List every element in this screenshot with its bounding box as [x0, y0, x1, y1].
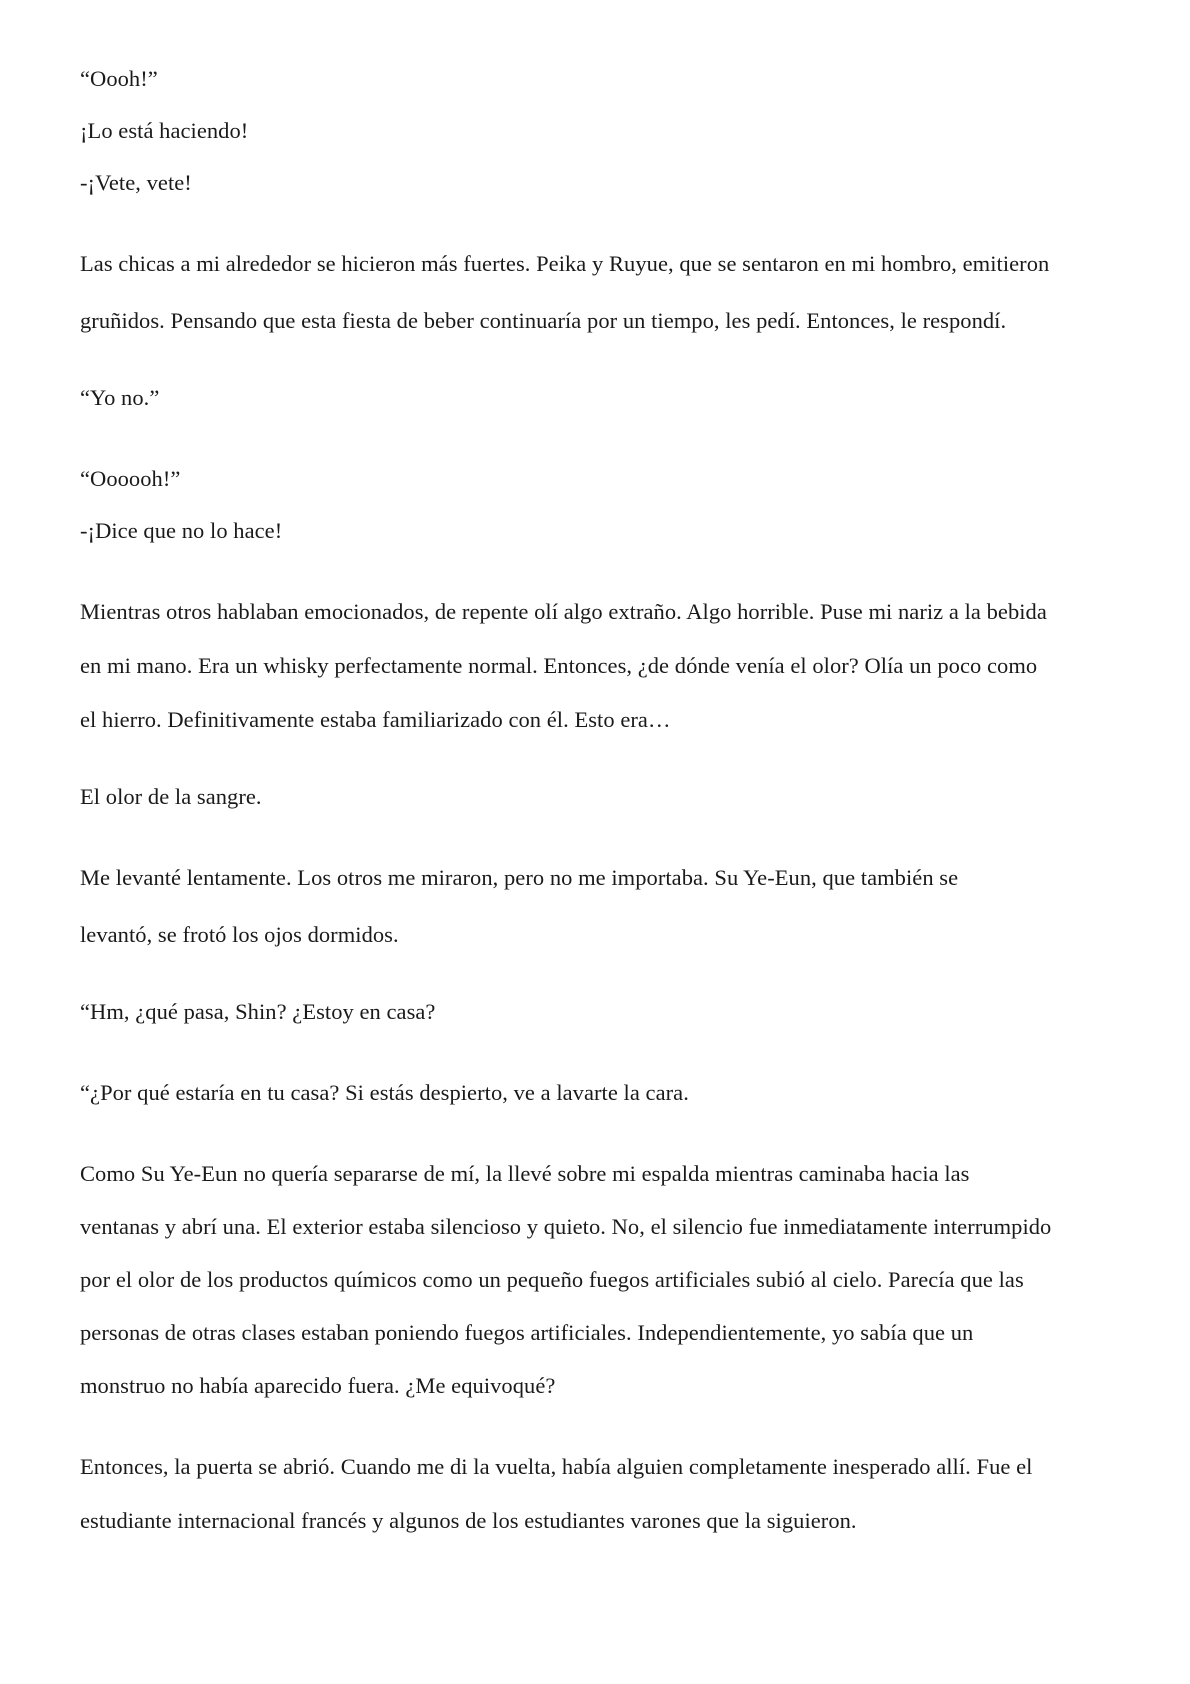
paragraph-line: “Oooh!”: [80, 66, 158, 91]
paragraph-line: -¡Vete, vete!: [80, 170, 192, 195]
paragraph-line: personas de otras clases estaban poniendo fuegos artificiales. Independientemente, yo sabía que un: [80, 1320, 974, 1345]
paragraph-line: ventanas y abrí una. El exterior estaba silencioso y quieto. No, el silencio fue inmediatamente interrumpido: [80, 1214, 1052, 1239]
paragraph-line: por el olor de los productos químicos como un pequeño fuegos artificiales subió al cielo. Parecía que las: [80, 1267, 1024, 1292]
paragraph-line: estudiante internacional francés y algunos de los estudiantes varones que la siguieron.: [80, 1508, 857, 1533]
paragraph-line: “Hm, ¿qué pasa, Shin? ¿Estoy en casa?: [80, 999, 436, 1024]
paragraph-line: El olor de la sangre.: [80, 784, 262, 809]
paragraph-line: ¡Lo está haciendo!: [80, 118, 249, 143]
paragraph-line: “Yo no.”: [80, 385, 160, 410]
paragraph-line: “Oooooh!”: [80, 466, 181, 491]
paragraph-line: Me levanté lentamente. Los otros me miraron, pero no me importaba. Su Ye-Eun, que también se: [80, 865, 959, 890]
paragraph-line: el hierro. Definitivamente estaba familiarizado con él. Esto era…: [80, 707, 671, 732]
paragraph-line: Las chicas a mi alrededor se hicieron más fuertes. Peika y Ruyue, que se sentaron en mi hombro, emitieron: [80, 251, 1050, 276]
paragraph-line: gruñidos. Pensando que esta fiesta de beber continuaría por un tiempo, les pedí. Entonces, le respondí.: [80, 308, 1007, 333]
paragraph-line: levantó, se frotó los ojos dormidos.: [80, 922, 399, 947]
paragraph-line: Mientras otros hablaban emocionados, de repente olí algo extraño. Algo horrible. Puse mi nariz a la bebida: [80, 599, 1047, 624]
paragraph-line: Como Su Ye-Eun no quería separarse de mí, la llevé sobre mi espalda mientras caminaba hacia las: [80, 1161, 970, 1186]
paragraph-line: en mi mano. Era un whisky perfectamente normal. Entonces, ¿de dónde venía el olor? Olía un poco como: [80, 653, 1038, 678]
paragraph-line: monstruo no había aparecido fuera. ¿Me equivoqué?: [80, 1373, 556, 1398]
paragraph-line: “¿Por qué estaría en tu casa? Si estás despierto, ve a lavarte la cara.: [80, 1080, 689, 1105]
paragraph-line: Entonces, la puerta se abrió. Cuando me di la vuelta, había alguien completamente inesperado allí. Fue el: [80, 1454, 1033, 1479]
paragraph-line: -¡Dice que no lo hace!: [80, 518, 283, 543]
